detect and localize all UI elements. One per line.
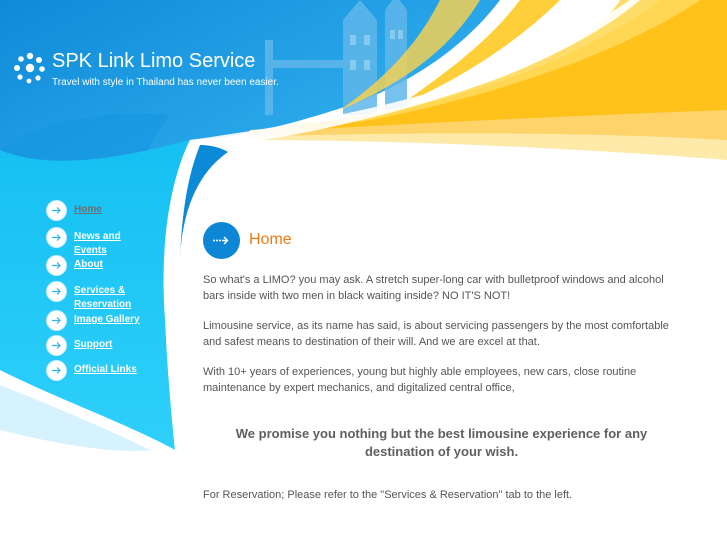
- page-title: Home: [249, 231, 292, 248]
- arrow-right-icon: [47, 201, 66, 220]
- site-title: SPK Link Limo Service: [52, 50, 256, 72]
- reservation-note: For Reservation; Please refer to the "Services & Reservation" tab to the left.: [203, 489, 573, 501]
- nav-label-links[interactable]: Official Links: [74, 364, 137, 375]
- arrow-right-icon: [47, 361, 66, 380]
- site-tagline: Travel with style in Thailand has never been easier.: [52, 77, 279, 88]
- nav-label-news[interactable]: News and Events: [74, 231, 121, 256]
- nav-label-gallery[interactable]: Image Gallery: [74, 314, 140, 325]
- arrow-right-icon: [47, 282, 66, 301]
- logo-icon: [13, 51, 47, 85]
- arrow-right-icon: [47, 336, 66, 355]
- nav-label-support[interactable]: Support: [74, 339, 113, 350]
- arrow-right-icon: [47, 311, 66, 330]
- experience-paragraph: With 10+ years of experiences, young but highly able employees, new cars, close routine maintenance by expert mechanics, and digitalized central office,: [203, 366, 637, 394]
- arrow-right-icon: [47, 256, 66, 275]
- service-paragraph: Limousine service, as its name has said, is about servicing passengers by the most comfortable and safest means to destination of their will. And we are excel at that.: [203, 320, 669, 348]
- nav-label-about[interactable]: About: [74, 259, 103, 270]
- arrow-right-icon: [203, 222, 240, 259]
- promise-statement: We promise you nothing but the best limousine experience for any destination of your wish.: [235, 426, 648, 459]
- nav-label-home[interactable]: Home: [74, 204, 102, 215]
- intro-paragraph: So what's a LIMO? you may ask. A stretch super-long car with bulletproof windows and alcohol bars inside with two men in black waiting inside? NO IT'S NOT!: [203, 274, 664, 302]
- arrow-right-icon: [47, 228, 66, 247]
- nav-label-services[interactable]: Services & Reservation: [74, 285, 132, 310]
